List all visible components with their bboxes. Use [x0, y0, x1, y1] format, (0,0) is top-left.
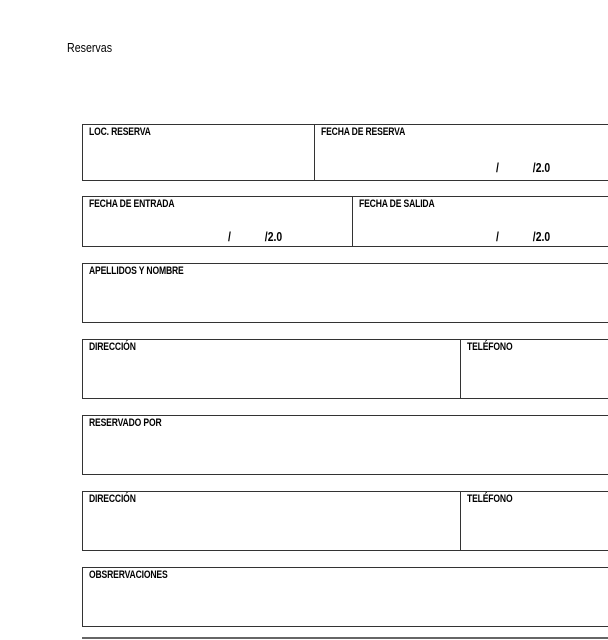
loc-reserva-label: LOC. RESERVA	[89, 126, 151, 138]
direccion-field-2[interactable]	[83, 492, 460, 550]
date-year: /2.0	[532, 229, 551, 244]
reserva-row	[82, 124, 608, 181]
fecha-reserva-field[interactable]	[314, 125, 608, 180]
telefono-label: TELÉFONO	[467, 341, 513, 353]
date-slash: /	[496, 160, 499, 175]
direccion-field[interactable]	[83, 340, 460, 398]
date-year: /2.0	[532, 160, 551, 175]
loc-reserva-field[interactable]	[83, 125, 314, 180]
fecha-entrada-label: FECHA DE ENTRADA	[89, 198, 175, 210]
date-slash: /	[228, 229, 231, 244]
fecha-salida-label: FECHA DE SALIDA	[359, 198, 435, 210]
observaciones-label: OBSRERVACIONES	[89, 569, 168, 581]
observaciones-field[interactable]	[82, 567, 608, 627]
reservado-por-field[interactable]	[82, 415, 608, 475]
apellidos-nombre-field[interactable]	[82, 263, 608, 323]
date-year: /2.0	[264, 229, 283, 244]
direccion-label: DIRECCIÓN	[89, 341, 136, 353]
fechas-row	[82, 196, 608, 247]
telefono-label-2: TELÉFONO	[467, 493, 513, 505]
direccion-telefono-row	[82, 339, 608, 399]
direccion-label-2: DIRECCIÓN	[89, 493, 136, 505]
direccion-telefono-row-2	[82, 491, 608, 551]
fecha-reserva-label: FECHA DE RESERVA	[321, 126, 406, 138]
bottom-divider	[82, 637, 608, 639]
telefono-field[interactable]	[460, 340, 608, 398]
apellidos-nombre-label: APELLIDOS Y NOMBRE	[89, 265, 184, 277]
reservado-por-label: RESERVADO POR	[89, 417, 162, 429]
fecha-salida-field[interactable]	[352, 197, 608, 246]
fecha-entrada-field[interactable]	[83, 197, 352, 246]
date-slash: /	[496, 229, 499, 244]
document-title: Reservas	[67, 40, 113, 55]
telefono-field-2[interactable]	[460, 492, 608, 550]
